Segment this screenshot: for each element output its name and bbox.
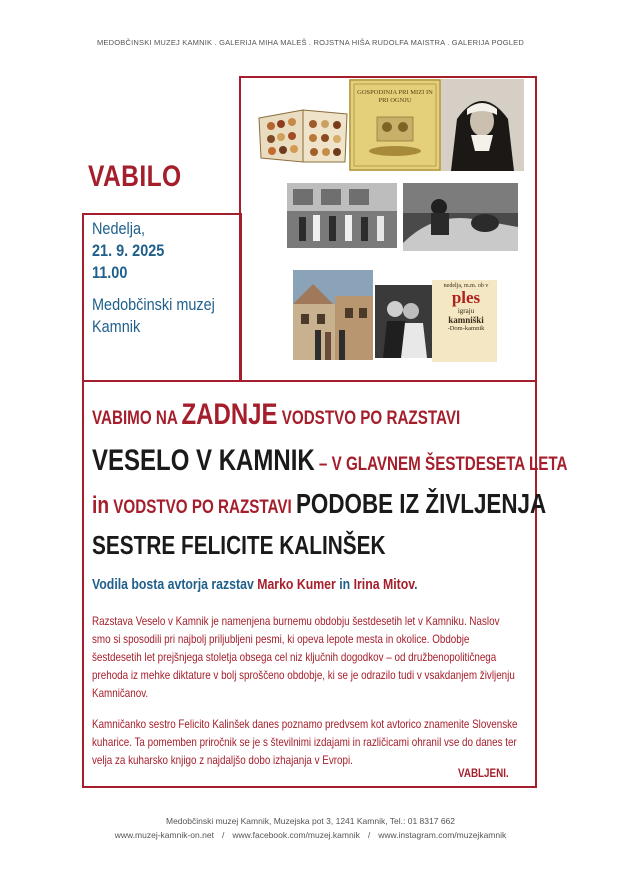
closing-text: VABLJENI. bbox=[458, 766, 509, 780]
guide-name-2: Irina Mitov bbox=[353, 576, 415, 593]
headline-l1-post: VODSTVO PO RAZSTAVI bbox=[277, 408, 461, 429]
event-venue-line1: Medobčinski muzej bbox=[92, 295, 215, 314]
footer-address: Medobčinski muzej Kamnik, Muzejska pot 3, 1241 Kamnik, Tel.: 01 8317 662 bbox=[166, 816, 455, 826]
event-date: 21. 9. 2025 bbox=[92, 241, 165, 260]
page-title: VABILO bbox=[88, 160, 182, 193]
guide-name-1: Marko Kumer bbox=[257, 576, 336, 593]
poster-line1: nedelja, m.m. ob v bbox=[443, 283, 489, 289]
event-time: 11.00 bbox=[92, 263, 128, 282]
poster-line4: kamniški bbox=[448, 315, 484, 325]
cookbook-cover-title: GOSPODINJA PRI MIZI IN PRI OGNJU bbox=[357, 89, 433, 104]
headline-line1 bbox=[92, 398, 461, 432]
footer-links bbox=[0, 830, 621, 840]
poster-line5: -Dom-kamnik bbox=[447, 325, 485, 332]
poster-line3: igraju bbox=[457, 307, 475, 315]
headline-l1-zadnje: ZADNJE bbox=[181, 398, 278, 431]
photo-dance-poster bbox=[432, 280, 497, 362]
poster-line2: ples bbox=[451, 288, 481, 307]
footer-facebook-link[interactable]: www.facebook.com/muzej.kamnik bbox=[232, 830, 360, 840]
footer-separator: / bbox=[221, 830, 225, 840]
headline-l3-title: PODOBE IZ ŽIVLJENJA bbox=[295, 488, 547, 519]
photo-car-repair bbox=[403, 183, 518, 251]
headline-l2-title: VESELO V KAMNIK bbox=[92, 444, 315, 477]
footer-separator: / bbox=[367, 830, 371, 840]
body-paragraph-2: Kamničanko sestro Felicito Kalinšek danes poznamo predvsem kot avtorico znamenite Slovenske kuharice. Ta pomemben priročnik se je s številnimi izdajami in različicami ohranil vse do danes ter velja za kuharsko knjigo z najdaljšo dobo izhajanja v Evropi. bbox=[92, 717, 518, 767]
headline-l3-mid: VODSTVO PO RAZSTAVI bbox=[109, 497, 296, 518]
photo-nun-portrait bbox=[441, 79, 524, 171]
headline-l2-subtitle: V GLAVNEM ŠESTDESETA LETA bbox=[331, 454, 568, 475]
guides-join: in bbox=[335, 576, 354, 593]
guides-line bbox=[92, 576, 418, 593]
headline-line4: SESTRE FELICITE KALINŠEK bbox=[92, 530, 386, 560]
headline-line3 bbox=[92, 488, 547, 520]
footer-instagram-link[interactable]: www.instagram.com/muzejkamnik bbox=[378, 830, 507, 840]
event-info bbox=[92, 218, 242, 338]
event-day: Nedelja, bbox=[92, 219, 146, 238]
photo-old-town bbox=[293, 270, 373, 360]
header-institutions: MEDOBČINSKI MUZEJ KAMNIK . GALERIJA MIHA MALEŠ . ROJSTNA HIŠA RUDOLFA MAISTRA . GALERIJA POGLED bbox=[96, 38, 524, 47]
photo-cookbook-cover bbox=[349, 79, 441, 171]
body-paragraph-1: Razstava Veselo v Kamnik je namenjena burnemu obdobju šestdesetih let v Kamniku. Naslov smo si sposodili pri najbolj priljubljeni pesmi, ki opeva lepote mesta in okolice. Obdobje šestdesetih let prejšnjega stoletja obsega cel niz ključnih dogodkov – od družbenopolitičnega prehoda iz mehke diktature v bolj sproščeno obdobje, ki se je odrazilo tudi v vsakdanjem življenju Kamničanov. bbox=[92, 614, 515, 700]
photo-dancing-couple bbox=[375, 285, 432, 358]
guides-prefix: Vodila bosta avtorja razstav bbox=[92, 576, 258, 593]
headline-l2-dash: – bbox=[314, 454, 332, 475]
photo-open-cookbook bbox=[257, 104, 349, 166]
event-venue-line2: Kamnik bbox=[92, 317, 141, 336]
headline-line2 bbox=[92, 444, 568, 478]
footer-website-link[interactable]: www.muzej-kamnik-on.net bbox=[114, 830, 214, 840]
headline-l3-in: in bbox=[92, 492, 110, 519]
guides-end: . bbox=[414, 576, 418, 593]
photo-street-crowd bbox=[287, 183, 397, 248]
headline-l1-pre: VABIMO NA bbox=[92, 408, 182, 429]
